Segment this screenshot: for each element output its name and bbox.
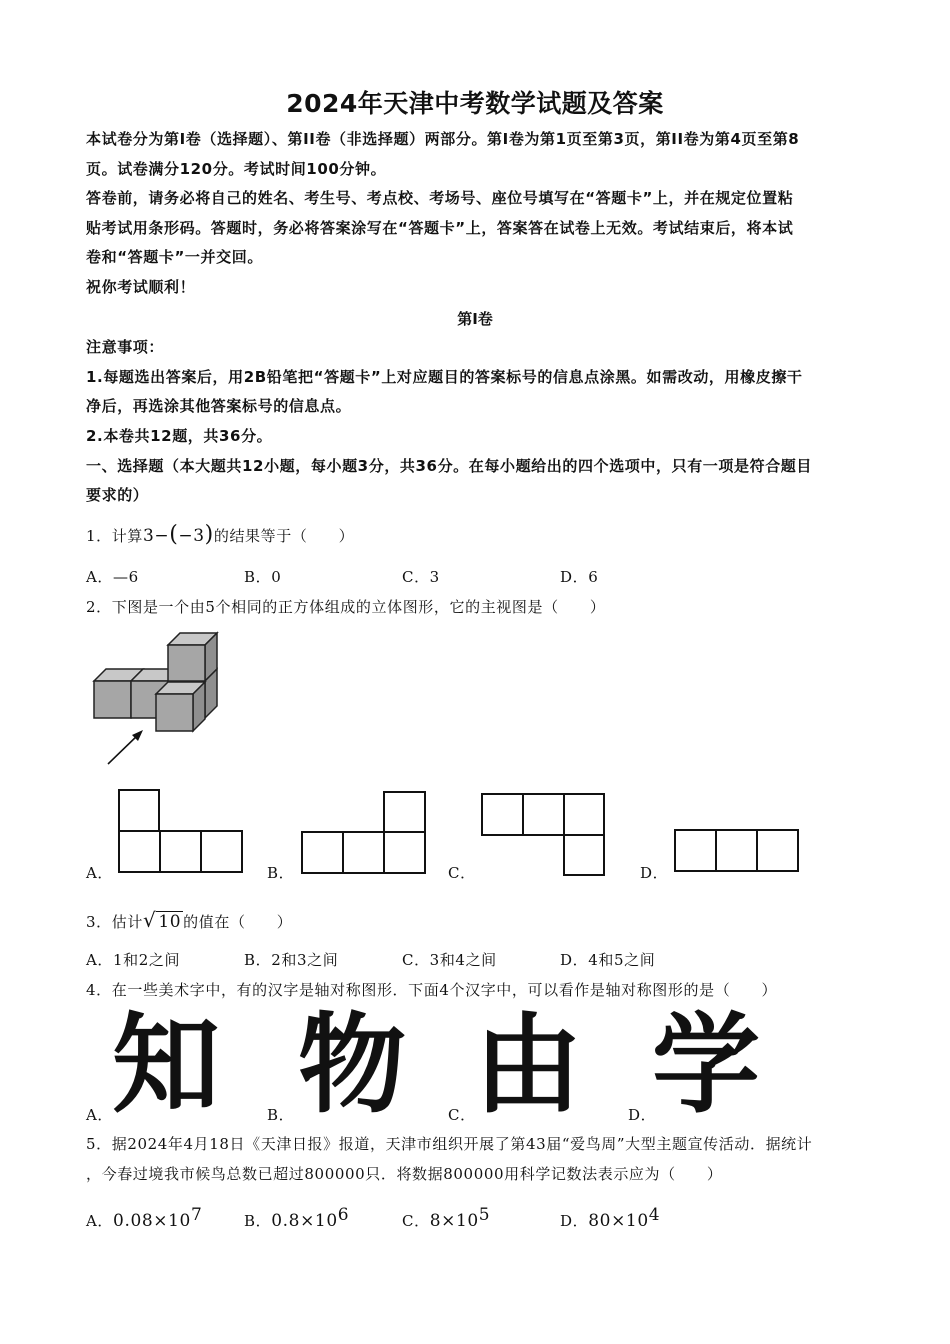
q3-option-c[interactable]: C．3和4之间 — [402, 951, 497, 969]
question-4: 4．在一些美术字中，有的汉字是轴对称图形．下面4个汉字中，可以看作是轴对称图形的是（ ） — [86, 981, 778, 999]
q1-option-a[interactable]: A．—6 — [86, 568, 139, 586]
question-2: 2．下图是一个由5个相同的正方体组成的立体图形，它的主视图是（ ） — [86, 598, 606, 616]
cube-front-1 — [94, 681, 131, 718]
q4-char-d: 学 — [652, 1003, 761, 1128]
q5-c-value: 8×10 — [429, 1211, 479, 1231]
q3-option-d[interactable]: D．4和5之间 — [560, 951, 656, 969]
q2-option-a-figure — [119, 790, 242, 872]
q4-char-c: 由 — [474, 1003, 583, 1128]
q2-option-c-figure — [482, 794, 604, 875]
intro-line-6: 祝你考试顺利！ — [86, 278, 196, 296]
q4-option-d[interactable]: D． — [628, 1106, 657, 1124]
question-5-line-2: ，今春过境我市候鸟总数已超过800000只．将数据800000用科学记数法表示应为（ ） — [86, 1165, 723, 1183]
q5-option-d[interactable]: D．$80\times 10^4$ — [560, 1205, 661, 1231]
q2-option-c[interactable]: C． — [448, 864, 476, 882]
q3-option-b[interactable]: B．2和3之间 — [244, 951, 339, 969]
q2-option-b-figure — [302, 792, 425, 873]
q5-c-exponent: 5 — [478, 1205, 491, 1225]
q1-prefix: 1．计算 — [86, 527, 143, 545]
q4-char-a: 知 — [112, 1003, 221, 1128]
page-title: 2024年天津中考数学试题及答案 — [286, 89, 664, 118]
q3-prefix: 3．估计 — [86, 913, 143, 931]
q3-option-a[interactable]: A．1和2之间 — [86, 951, 181, 969]
intro-line-2: 页。试卷满分120分。考试时间100分钟。 — [86, 160, 387, 178]
section-title: 第I卷 — [457, 310, 493, 328]
note-1-line-1: 1.每题选出答案后，用2B铅笔把“答题卡”上对应题目的答案标号的信息点涂黑。如需改动，用橡皮擦干 — [86, 368, 803, 386]
q2-option-a[interactable]: A． — [86, 864, 114, 882]
question-3: 3．估计√ 10 的值在（ ） — [86, 908, 293, 932]
q4-option-c[interactable]: C． — [448, 1106, 476, 1124]
q5-d-value: 80×10 — [588, 1211, 649, 1231]
q5-b-exponent: 6 — [337, 1205, 350, 1225]
q1-suffix: 的结果等于（ ） — [213, 527, 355, 545]
q1-expr-b: −3 — [178, 526, 205, 546]
part-1-heading-line-2: 要求的） — [86, 486, 149, 504]
q5-option-a[interactable]: A．$0.08\times 10^7$ — [86, 1205, 203, 1231]
q1-expr-a: 3− — [142, 526, 170, 546]
q4-option-b[interactable]: B． — [267, 1106, 295, 1124]
q5-option-c[interactable]: C．$8\times 10^5$ — [402, 1205, 491, 1231]
note-2: 2.本卷共12题，共36分。 — [86, 427, 273, 445]
q2-option-d[interactable]: D． — [640, 864, 669, 882]
q4-char-b: 物 — [298, 1003, 407, 1128]
intro-line-4: 贴考试用条形码。答题时，务必将答案涂写在“答题卡”上，答案答在试卷上无效。考试结束后，将本试 — [86, 219, 794, 237]
q5-a-exponent: 7 — [190, 1205, 203, 1225]
intro-line-5: 卷和“答题卡”一并交回。 — [86, 248, 263, 266]
cube-front-5 — [156, 694, 193, 731]
q5-d-exponent: 4 — [648, 1205, 661, 1225]
q4-option-a[interactable]: A． — [86, 1106, 114, 1124]
question-1: 1．计算3−(−3)的结果等于（ ） — [86, 522, 355, 547]
q2-option-d-figure — [675, 830, 798, 871]
q5-option-b[interactable]: B．$0.8\times 10^6$ — [244, 1205, 350, 1231]
q5-b-value: 0.8×10 — [271, 1211, 338, 1231]
intro-line-1: 本试卷分为第I卷（选择题）、第II卷（非选择题）两部分。第I卷为第1页至第3页，第II卷为第4页至第8 — [86, 130, 800, 148]
q2-option-b[interactable]: B． — [267, 864, 295, 882]
part-1-heading-line-1: 一、选择题（本大题共12小题，每小题3分，共36分。在每小题给出的四个选项中，只有一项是符合题目 — [86, 457, 812, 475]
q3-radicand: 10 — [158, 912, 182, 932]
q1-option-c[interactable]: C．3 — [402, 568, 440, 586]
cube-front-3 — [168, 645, 205, 681]
note-1-line-2: 净后，再选涂其他答案标号的信息点。 — [86, 397, 352, 415]
notes-heading: 注意事项： — [86, 338, 165, 356]
q1-option-d[interactable]: D．6 — [560, 568, 599, 586]
q3-suffix: 的值在（ ） — [183, 913, 293, 931]
q1-option-b[interactable]: B．0 — [244, 568, 282, 586]
q5-a-value: 0.08×10 — [113, 1211, 191, 1231]
intro-line-3: 答卷前，请务必将自己的姓名、考生号、考点校、考场号、座位号填写在“答题卡”上，并在规定位置粘 — [86, 189, 794, 207]
question-5-line-1: 5．据2024年4月18日《天津日报》报道，天津市组织开展了第43届“爱鸟周”大型主题宣传活动．据统计 — [86, 1135, 813, 1153]
